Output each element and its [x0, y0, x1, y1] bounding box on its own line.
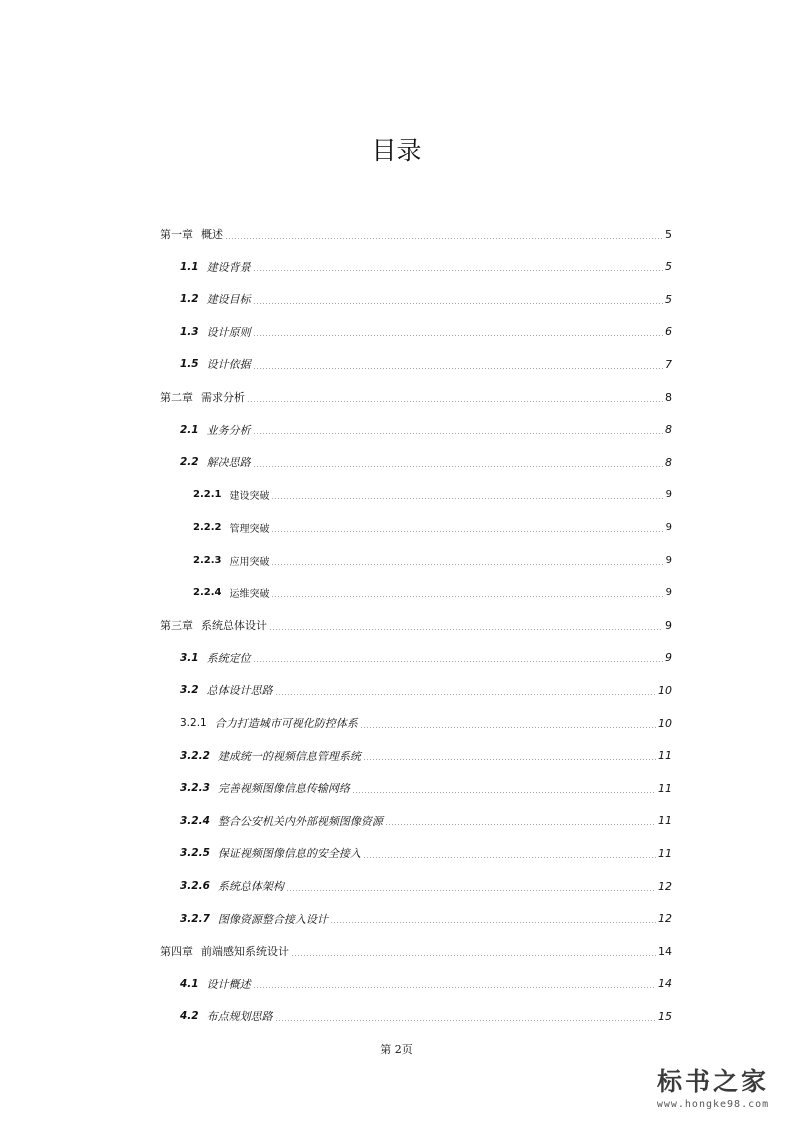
toc-dot-leader: [291, 955, 656, 956]
toc-entry-page: 11: [658, 749, 672, 763]
toc-entry-page: 8: [665, 390, 672, 404]
toc-entry-number: 1.5: [180, 358, 199, 371]
toc-entry-number: 2.2: [180, 456, 199, 469]
toc-entry-number: 2.2.2: [193, 521, 222, 533]
toc-dot-leader: [286, 890, 656, 891]
watermark-logo: [638, 1066, 788, 1112]
toc-entry-number: 第四章: [160, 945, 193, 959]
toc-entry-text: 布点规划思路: [206, 1010, 273, 1024]
toc-entry-text: 总体设计思路: [206, 684, 273, 698]
toc-entry-number: 3.2: [180, 684, 199, 697]
toc-entry-number: 3.2.4: [180, 814, 210, 827]
toc-entry[interactable]: [180, 421, 672, 439]
toc-entry[interactable]: [193, 486, 672, 504]
toc-dot-leader: [360, 727, 656, 728]
toc-entry[interactable]: [180, 844, 672, 862]
toc-dot-leader: [275, 1020, 656, 1021]
toc-dot-leader: [253, 987, 656, 988]
toc-entry[interactable]: [180, 877, 672, 895]
toc-entry-text: 设计依据: [206, 358, 251, 372]
toc-entry-text: 合力打造城市可视化防控体系: [214, 717, 358, 730]
toc-entry-number: 2.2.3: [193, 554, 222, 566]
toc-entry-number: 第二章: [160, 391, 193, 404]
toc-dot-leader: [253, 466, 663, 467]
toc-entry[interactable]: [180, 1007, 672, 1025]
toc-entry-page: 9: [665, 618, 672, 632]
toc-entry-page: 12: [658, 912, 672, 926]
toc-entry-text: 前端感知系统设计: [201, 945, 289, 959]
toc-entry-text: 概述: [201, 228, 223, 241]
toc-dot-leader: [225, 238, 663, 239]
toc-entry-text: 建设目标: [206, 293, 251, 307]
toc-entry[interactable]: [180, 812, 672, 830]
toc-dot-leader: [269, 629, 663, 630]
toc-entry[interactable]: [180, 453, 672, 471]
toc-entry-text: 需求分析: [201, 391, 245, 404]
toc-entry-number: 3.2.1: [180, 717, 207, 729]
toc-entry-number: 2.2.1: [193, 489, 222, 501]
toc-entry-text: 系统总体架构: [217, 880, 284, 893]
watermark-name: 标书之家: [656, 1067, 769, 1096]
toc-dot-leader: [247, 401, 663, 402]
toc-dot-leader: [271, 564, 663, 565]
toc-dot-leader: [253, 368, 663, 369]
toc-entry-page: 8: [665, 455, 672, 469]
toc-dot-leader: [330, 922, 656, 923]
toc-entry[interactable]: [180, 975, 672, 993]
toc-entry-text: 图像资源整合接入设计: [217, 912, 328, 926]
toc-dot-leader: [363, 759, 656, 760]
toc-entry-page: 15: [658, 1009, 672, 1023]
toc-entry[interactable]: [180, 714, 672, 732]
toc-entry-number: 4.2: [180, 1010, 199, 1023]
toc-entry-page: 11: [658, 781, 672, 795]
toc-dot-leader: [253, 303, 663, 304]
toc-entry[interactable]: [180, 681, 672, 699]
toc-entry[interactable]: [160, 942, 672, 960]
toc-entry-page: 11: [658, 846, 672, 860]
toc-entry[interactable]: [180, 323, 672, 341]
watermark-url: www.hongke98.com: [656, 1099, 770, 1110]
toc-entry-text: 解决思路: [206, 456, 251, 470]
toc-entry-page: 11: [658, 814, 672, 828]
toc-dot-leader: [271, 498, 663, 499]
toc-entry-page: 6: [665, 325, 672, 339]
toc-dot-leader: [253, 335, 663, 336]
toc-dot-leader: [275, 694, 656, 695]
toc-entry[interactable]: [180, 779, 672, 797]
toc-entry[interactable]: [193, 584, 672, 602]
toc-entry-page: 9: [665, 651, 672, 665]
toc-entry-text: 业务分析: [206, 423, 251, 437]
toc-entry-page: 12: [658, 879, 672, 893]
toc-dot-leader: [271, 531, 663, 532]
toc-dot-leader: [253, 270, 663, 271]
toc-entry[interactable]: [160, 388, 672, 406]
toc-entry-page: 9: [665, 587, 672, 599]
toc-entry-page: 7: [665, 357, 672, 371]
toc-entry-page: 14: [658, 977, 672, 991]
toc-entry-number: 1.2: [180, 293, 199, 306]
toc-entry-text: 完善视频图像信息传输网络: [217, 782, 350, 796]
toc-entry-page: 9: [665, 521, 672, 533]
toc-entry-page: 9: [665, 489, 672, 501]
toc-entry[interactable]: [180, 649, 672, 667]
toc-entry-text: 系统总体设计: [201, 619, 267, 633]
toc-entry-number: 4.1: [180, 977, 199, 990]
toc-entry-text: 整合公安机关内外部视频图像资源: [217, 814, 383, 828]
toc-dot-leader: [253, 433, 663, 434]
toc-entry-page: 10: [658, 683, 672, 697]
toc-entry-text: 保证视频图像信息的安全接入: [217, 847, 361, 861]
toc-entry[interactable]: [180, 910, 672, 928]
toc-entry-text: 运维突破: [229, 589, 270, 601]
toc-dot-leader: [385, 824, 656, 825]
toc-entry-number: 1.3: [180, 325, 199, 338]
toc-entry-number: 3.2.2: [180, 749, 210, 762]
toc-entry-number: 第三章: [160, 619, 193, 633]
toc-entry-text: 建设突破: [229, 491, 270, 503]
toc-entry-text: 设计概述: [206, 977, 251, 991]
page-footer: 第 2页: [380, 1043, 413, 1056]
toc-entry[interactable]: [160, 616, 672, 634]
toc-entry[interactable]: [180, 747, 672, 765]
toc-entry-page: 9: [665, 554, 672, 566]
toc-entry[interactable]: [193, 551, 672, 569]
toc-entry-page: 14: [658, 944, 672, 958]
toc-entry[interactable]: [160, 225, 672, 243]
toc-entry[interactable]: [180, 355, 672, 373]
toc-entry-number: 3.1: [180, 651, 199, 664]
toc-entry-page: 5: [665, 292, 672, 306]
toc-dot-leader: [363, 857, 656, 858]
toc-entry-number: 1.1: [180, 260, 199, 273]
toc-entry-page: 10: [658, 716, 672, 730]
toc-entry-page: 5: [665, 227, 672, 241]
toc-entry-number: 2.2.4: [193, 587, 222, 599]
toc-entry-text: 建设背景: [206, 260, 251, 274]
page-title: 目录: [371, 136, 422, 165]
toc-entry-number: 3.2.3: [180, 782, 210, 795]
toc-entry-page: 8: [665, 423, 672, 437]
toc-entry-number: 3.2.6: [180, 880, 210, 892]
toc-entry-number: 第一章: [160, 228, 193, 241]
toc-entry[interactable]: [180, 290, 672, 308]
toc-entry[interactable]: [180, 258, 672, 276]
toc-entry-text: 管理突破: [229, 523, 270, 535]
toc-dot-leader: [253, 661, 663, 662]
toc-entry-text: 系统定位: [206, 651, 251, 665]
toc-entry-text: 应用突破: [229, 556, 270, 568]
toc-dot-leader: [352, 792, 656, 793]
toc-dot-leader: [271, 596, 663, 597]
toc-entry-number: 3.2.5: [180, 847, 210, 860]
toc-entry-number: 2.1: [180, 423, 199, 436]
toc-entry-text: 建成统一的视频信息管理系统: [217, 749, 361, 763]
toc-entry-number: 3.2.7: [180, 912, 210, 925]
toc-entry-text: 设计原则: [206, 325, 251, 339]
toc-entry-page: 5: [665, 260, 672, 274]
toc-entry[interactable]: [193, 518, 672, 536]
